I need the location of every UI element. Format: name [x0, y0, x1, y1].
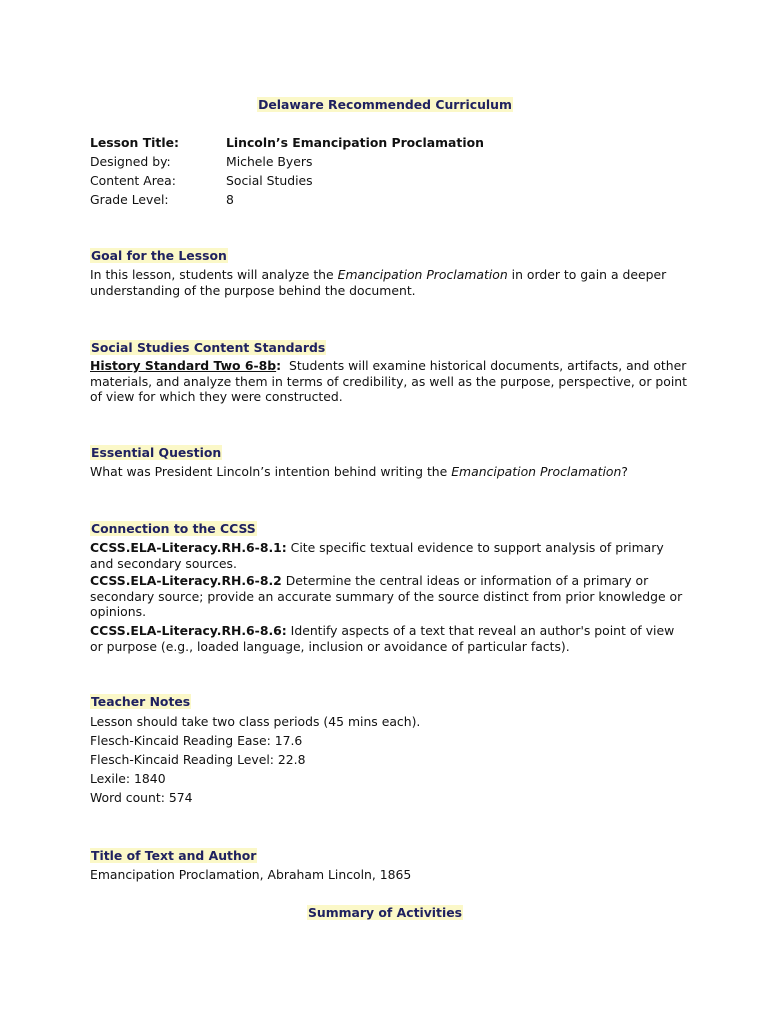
- text-author-value: Emancipation Proclamation, Abraham Lincoln, 1865: [90, 867, 412, 882]
- ccss-item-3: CCSS.ELA-Literacy.RH.6-8.6: Identify aspects of a text that reveal an author's point of view or purpose (e.g., loaded language, inclusion or avoidance of particular facts).: [90, 623, 675, 654]
- text-author-heading: Title of Text and Author: [91, 848, 257, 863]
- meta-label: Grade Level:: [90, 192, 169, 207]
- notes-list: [90, 713, 690, 808]
- goal-heading: Goal for the Lesson: [91, 248, 227, 263]
- notes-line: Lexile: 1840: [90, 771, 166, 786]
- ccss-code: CCSS.ELA-Literacy.RH.6-8.1:: [90, 540, 287, 555]
- meta-label: Lesson Title:: [90, 135, 179, 150]
- meta-row-grade-level: [90, 191, 690, 210]
- goal-text: In this lesson, students will analyze the Emancipation Proclamation in order to gain a deeper understanding of the purpose behind the document.: [90, 267, 667, 298]
- notes-line: Flesch-Kincaid Reading Level: 22.8: [90, 752, 306, 767]
- ccss-item-2: CCSS.ELA-Literacy.RH.6-8.2 Determine the central ideas or information of a primary or secondary source; provide an accurate summary of the source distinct from prior knowledge or opinions.: [90, 573, 683, 619]
- meta-row-designed-by: [90, 153, 690, 172]
- standards-text: History Standard Two 6-8b: Students will examine historical documents, artifacts, and other materials, and analyze them in terms of credibility, as well as the purpose, perspective, or point of view for which they were constructed.: [90, 358, 691, 404]
- notes-line: Word count: 574: [90, 790, 193, 805]
- ccss-item-1: CCSS.ELA-Literacy.RH.6-8.1: Cite specific textual evidence to support analysis of primary and secondary sources.: [90, 540, 664, 571]
- lesson-meta: [90, 134, 690, 210]
- ccss-heading: Connection to the CCSS: [91, 521, 256, 536]
- meta-row-content-area: [90, 172, 690, 191]
- notes-line: Flesch-Kincaid Reading Ease: 17.6: [90, 733, 303, 748]
- notes-line: Lesson should take two class periods (45 mins each).: [90, 714, 421, 729]
- essential-text: What was President Lincoln’s intention behind writing the Emancipation Proclamation?: [90, 464, 628, 479]
- summary-heading: Summary of Activities: [307, 905, 463, 920]
- meta-value: 8: [226, 192, 234, 207]
- standard-label: History Standard Two 6-8b: [90, 358, 277, 373]
- ccss-code: CCSS.ELA-Literacy.RH.6-8.6:: [90, 623, 287, 638]
- meta-value: Michele Byers: [226, 154, 313, 169]
- meta-label: Content Area:: [90, 173, 176, 188]
- ccss-code: CCSS.ELA-Literacy.RH.6-8.2: [90, 573, 282, 588]
- meta-value: Lincoln’s Emancipation Proclamation: [226, 135, 484, 150]
- notes-heading: Teacher Notes: [91, 694, 191, 709]
- meta-label: Designed by:: [90, 154, 171, 169]
- essential-heading: Essential Question: [91, 445, 222, 460]
- meta-row-lesson-title: [90, 134, 690, 153]
- meta-value: Social Studies: [226, 173, 313, 188]
- document-title: Delaware Recommended Curriculum: [258, 97, 512, 112]
- standards-heading: Social Studies Content Standards: [91, 340, 326, 355]
